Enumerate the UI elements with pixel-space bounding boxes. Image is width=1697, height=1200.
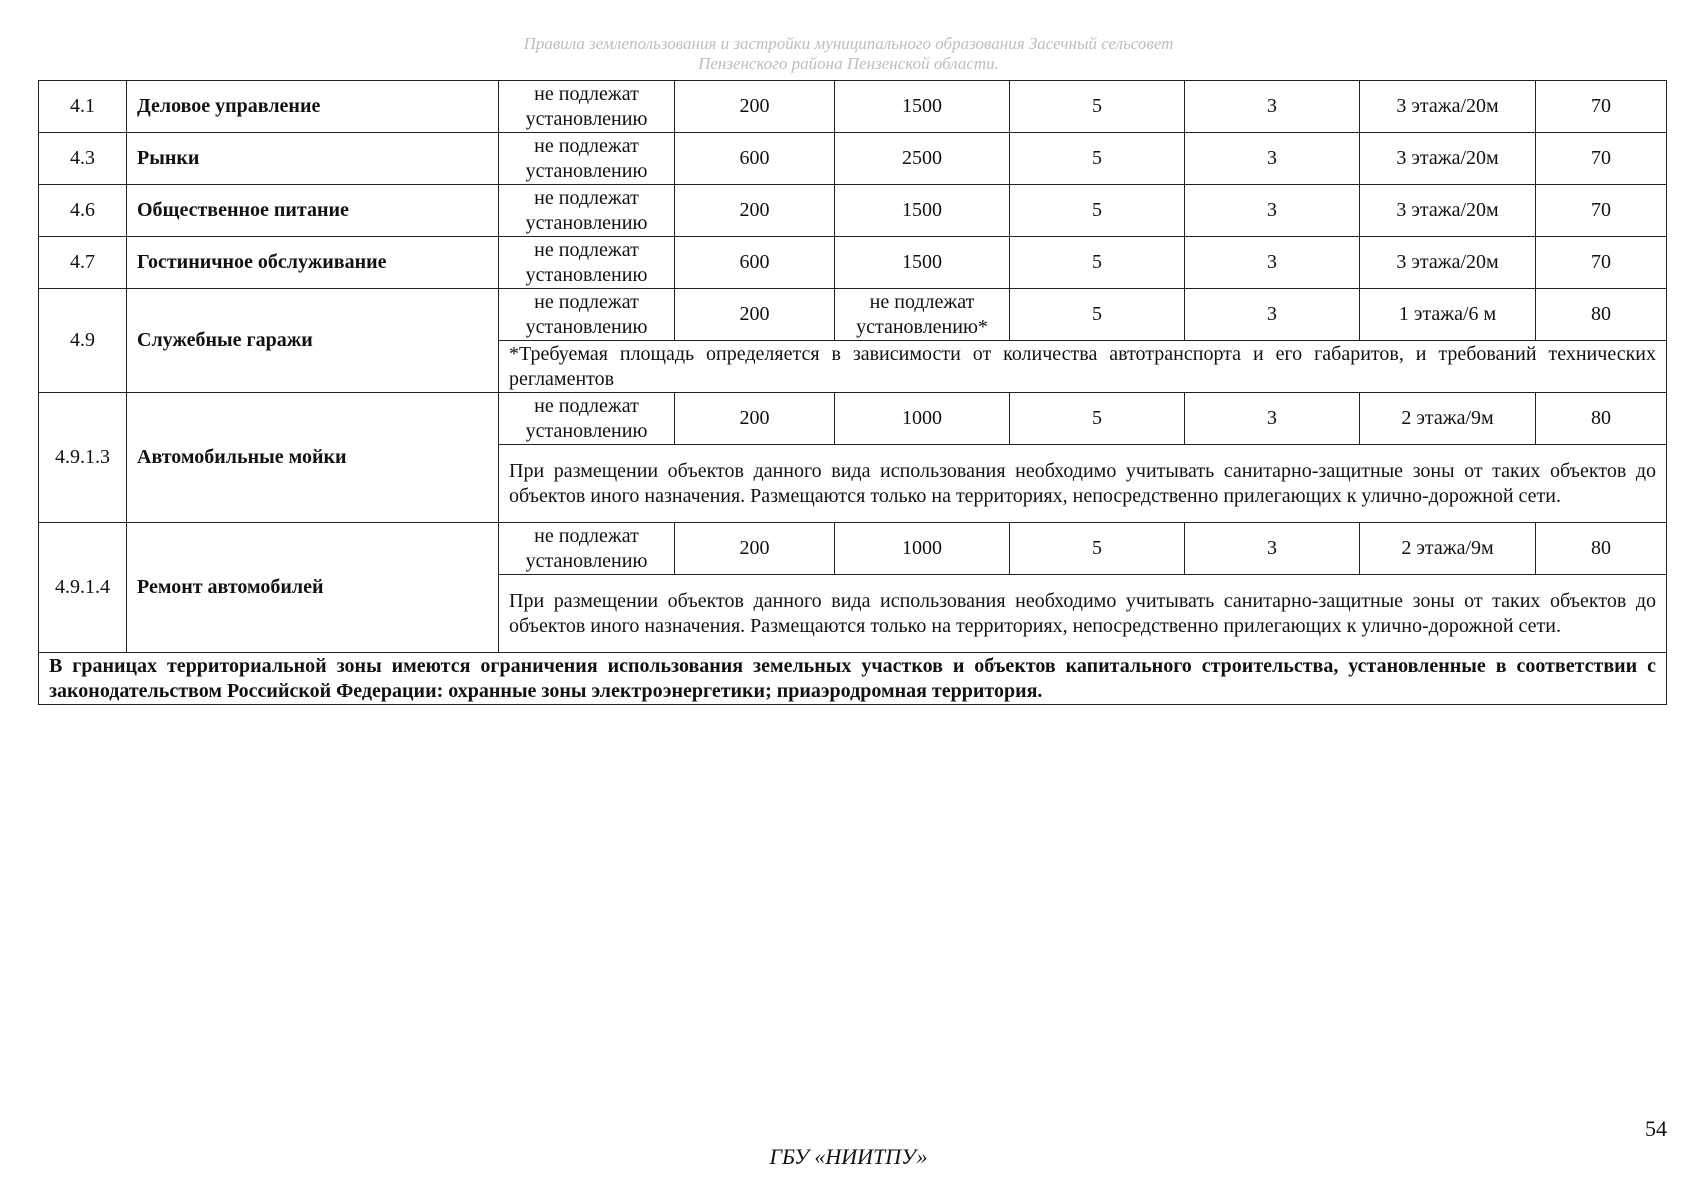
page-number: 54 — [1645, 1116, 1667, 1141]
cell-max-floors: 3 этажа/20м — [1360, 185, 1536, 237]
row-name: Ремонт автомобилей — [127, 523, 499, 653]
cell-min-area: 600 — [675, 237, 835, 289]
cell-max-coverage: 70 — [1536, 133, 1667, 185]
cell-front-setback: 5 — [1010, 289, 1185, 341]
cell-min-area: 600 — [675, 133, 835, 185]
page-header — [0, 34, 1697, 74]
table-row — [39, 185, 1667, 237]
cell-max-coverage: 70 — [1536, 185, 1667, 237]
cell-min-area: 200 — [675, 393, 835, 445]
cell-min-size: не подлежат установлению — [499, 523, 675, 575]
row-note: При размещении объектов данного вида использования необходимо учитывать санитарно-защитные зоны от таких объектов до объектов иного назначения. Размещаются только на территориях, непосредственно прилегающих к улично-дорожной сети. — [499, 575, 1667, 653]
row-code: 4.7 — [39, 237, 127, 289]
cell-max-floors: 3 этажа/20м — [1360, 81, 1536, 133]
cell-side-setback: 3 — [1185, 237, 1360, 289]
cell-max-coverage: 80 — [1536, 289, 1667, 341]
cell-min-size: не подлежат установлению — [499, 237, 675, 289]
cell-min-area: 200 — [675, 523, 835, 575]
page-footer: ГБУ «НИИТПУ» — [769, 1144, 928, 1169]
cell-max-area: 1500 — [835, 81, 1010, 133]
cell-max-area: 1000 — [835, 523, 1010, 575]
row-name: Служебные гаражи — [127, 289, 499, 393]
table-footer-row — [39, 653, 1667, 705]
cell-side-setback: 3 — [1185, 523, 1360, 575]
cell-front-setback: 5 — [1010, 133, 1185, 185]
cell-max-floors: 3 этажа/20м — [1360, 133, 1536, 185]
cell-max-floors: 2 этажа/9м — [1360, 393, 1536, 445]
cell-max-area: 2500 — [835, 133, 1010, 185]
cell-front-setback: 5 — [1010, 185, 1185, 237]
row-note: При размещении объектов данного вида использования необходимо учитывать санитарно-защитные зоны от таких объектов до объектов иного назначения. Размещаются только на территориях, непосредственно прилегающих к улично-дорожной сети. — [499, 445, 1667, 523]
table-row — [39, 133, 1667, 185]
cell-front-setback: 5 — [1010, 523, 1185, 575]
row-code: 4.6 — [39, 185, 127, 237]
row-name: Гостиничное обслуживание — [127, 237, 499, 289]
table-row — [39, 523, 1667, 575]
cell-side-setback: 3 — [1185, 133, 1360, 185]
cell-side-setback: 3 — [1185, 81, 1360, 133]
cell-front-setback: 5 — [1010, 81, 1185, 133]
cell-max-coverage: 80 — [1536, 393, 1667, 445]
cell-max-area: не подлежат установлению* — [835, 289, 1010, 341]
cell-max-coverage: 70 — [1536, 237, 1667, 289]
table-row — [39, 289, 1667, 341]
cell-min-size: не подлежат установлению — [499, 289, 675, 341]
row-name: Деловое управление — [127, 81, 499, 133]
cell-front-setback: 5 — [1010, 237, 1185, 289]
row-note: *Требуемая площадь определяется в зависимости от количества автотранспорта и его габаритов, и требований технических регламентов — [499, 341, 1667, 393]
cell-min-area: 200 — [675, 289, 835, 341]
zone-restrictions-note: В границах территориальной зоны имеются ограничения использования земельных участков и объектов капитального строительства, установленные в соответствии с законодательством Российской Федерации: охранные зоны электроэнергетики; приаэродромная территория. — [39, 653, 1667, 705]
cell-side-setback: 3 — [1185, 393, 1360, 445]
cell-max-area: 1500 — [835, 185, 1010, 237]
page-header-line-1: Правила землепользования и застройки муниципального образования Засечный сельсовет — [523, 34, 1174, 53]
cell-min-area: 200 — [675, 81, 835, 133]
cell-max-area: 1500 — [835, 237, 1010, 289]
row-code: 4.9 — [39, 289, 127, 393]
row-name: Общественное питание — [127, 185, 499, 237]
row-code: 4.1 — [39, 81, 127, 133]
row-code: 4.9.1.4 — [39, 523, 127, 653]
table-row — [39, 81, 1667, 133]
cell-max-floors: 1 этажа/6 м — [1360, 289, 1536, 341]
cell-max-coverage: 80 — [1536, 523, 1667, 575]
cell-max-area: 1000 — [835, 393, 1010, 445]
page-header-line-2: Пензенского района Пензенской области. — [698, 54, 999, 73]
cell-min-size: не подлежат установлению — [499, 133, 675, 185]
row-code: 4.3 — [39, 133, 127, 185]
cell-max-coverage: 70 — [1536, 81, 1667, 133]
cell-front-setback: 5 — [1010, 393, 1185, 445]
cell-side-setback: 3 — [1185, 185, 1360, 237]
table-row — [39, 237, 1667, 289]
cell-min-size: не подлежат установлению — [499, 81, 675, 133]
cell-min-size: не подлежат установлению — [499, 185, 675, 237]
table-row — [39, 393, 1667, 445]
cell-max-floors: 3 этажа/20м — [1360, 237, 1536, 289]
cell-min-area: 200 — [675, 185, 835, 237]
cell-max-floors: 2 этажа/9м — [1360, 523, 1536, 575]
row-name: Автомобильные мойки — [127, 393, 499, 523]
cell-min-size: не подлежат установлению — [499, 393, 675, 445]
row-code: 4.9.1.3 — [39, 393, 127, 523]
cell-side-setback: 3 — [1185, 289, 1360, 341]
row-name: Рынки — [127, 133, 499, 185]
regulations-table — [38, 80, 1667, 705]
